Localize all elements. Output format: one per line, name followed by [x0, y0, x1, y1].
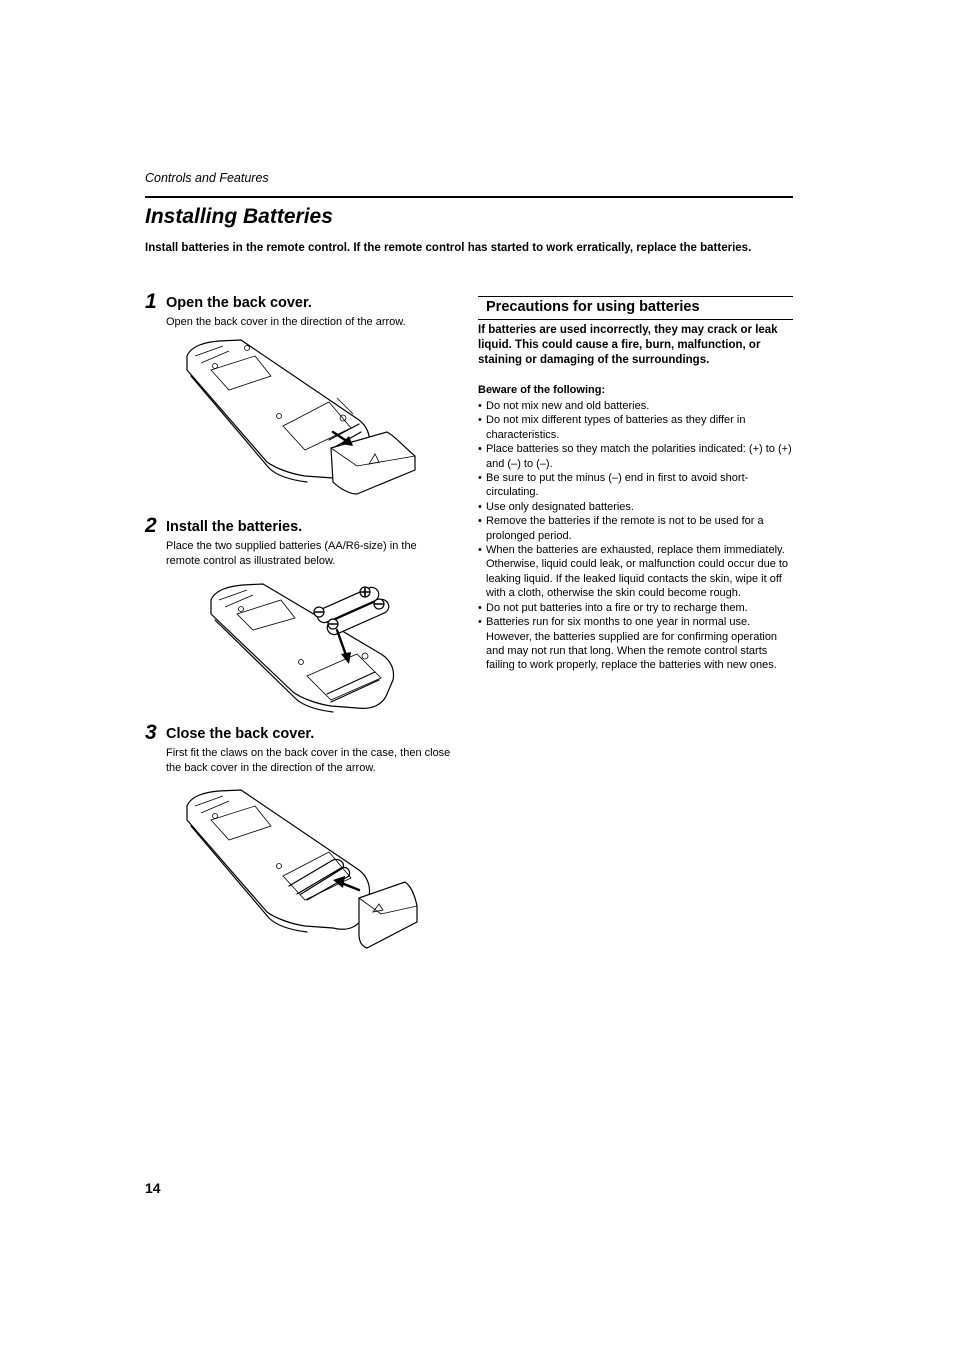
beware-label: Beware of the following:: [478, 384, 606, 396]
precaution-item: [478, 399, 794, 413]
precaution-item: [478, 543, 794, 601]
step-2-description: Place the two supplied batteries (AA/R6-size) in the remote control as illustrated below.: [166, 540, 417, 567]
precaution-item: [478, 413, 794, 442]
step-1-number: 1: [145, 290, 157, 313]
precaution-item-text: Do not mix different types of batteries as they differ in characteristics.: [486, 414, 746, 441]
page-number: 14: [145, 1180, 161, 1196]
precaution-item: [478, 601, 794, 615]
step-3-title: Close the back cover.: [166, 726, 315, 742]
bullet-dot: •: [478, 472, 482, 485]
bullet-dot: •: [478, 414, 482, 427]
precautions-list: [478, 399, 794, 673]
page-title: Installing Batteries: [145, 205, 333, 228]
precaution-item-text: Batteries run for six months to one year in normal use. However, the batteries supplied are for confirming operation and may not run that long. When the remote control starts failing to work properly, replace the batteries with new ones.: [486, 616, 778, 672]
intro-text: Install batteries in the remote control. If the remote control has started to work erratically, replace the batteries.: [145, 242, 752, 254]
precaution-item-text: Do not put batteries into a fire or try to recharge them.: [486, 601, 748, 614]
precaution-item: [478, 442, 794, 471]
step-1-description: Open the back cover in the direction of the arrow.: [166, 316, 406, 328]
bullet-dot: •: [478, 616, 482, 629]
step-2-title: Install the batteries.: [166, 519, 303, 535]
precautions-header: [478, 296, 793, 320]
precaution-item: [478, 500, 794, 514]
header-rule: [145, 196, 793, 198]
precaution-item: [478, 514, 794, 543]
close-cover-illustration: [183, 786, 423, 956]
precaution-item-text: When the batteries are exhausted, replace them immediately. Otherwise, liquid could leak, or malfunction could occur due to leaking liquid. If the leaked liquid contacts the skin, wipe it off with a cloth, otherwise the skin could become rough.: [486, 544, 789, 600]
precaution-item-text: Be sure to put the minus (–) end in first to avoid short-circulating.: [486, 472, 749, 499]
precaution-item-text: Place batteries so they match the polarities indicated: (+) to (+) and (–) to (–).: [486, 443, 792, 470]
step-3-number: 3: [145, 721, 157, 744]
install-batteries-illustration: [207, 578, 407, 718]
bullet-dot: •: [478, 443, 482, 456]
step-1-title: Open the back cover.: [166, 295, 312, 311]
step-3-description: First fit the claws on the back cover in the case, then close the back cover in the direction of the arrow.: [166, 747, 451, 774]
bullet-dot: •: [478, 515, 482, 528]
section-label: Controls and Features: [145, 171, 269, 185]
step-2-number: 2: [145, 514, 157, 537]
precautions-warning: If batteries are used incorrectly, they may crack or leak liquid. This could cause a fire, burn, malfunction, or staining or damaging of the surroundings.: [478, 324, 778, 366]
precaution-item: [478, 471, 794, 500]
precaution-item-text: Remove the batteries if the remote is not to be used for a prolonged period.: [486, 515, 764, 542]
bullet-dot: •: [478, 601, 482, 614]
precautions-title: Precautions for using batteries: [486, 299, 700, 315]
bullet-dot: •: [478, 500, 482, 513]
precaution-item-text: Use only designated batteries.: [486, 500, 634, 513]
bullet-dot: •: [478, 400, 482, 412]
precaution-item: [478, 615, 794, 673]
precaution-item-text: Do not mix new and old batteries.: [486, 400, 650, 412]
open-cover-illustration: [183, 336, 423, 506]
bullet-dot: •: [478, 544, 482, 557]
